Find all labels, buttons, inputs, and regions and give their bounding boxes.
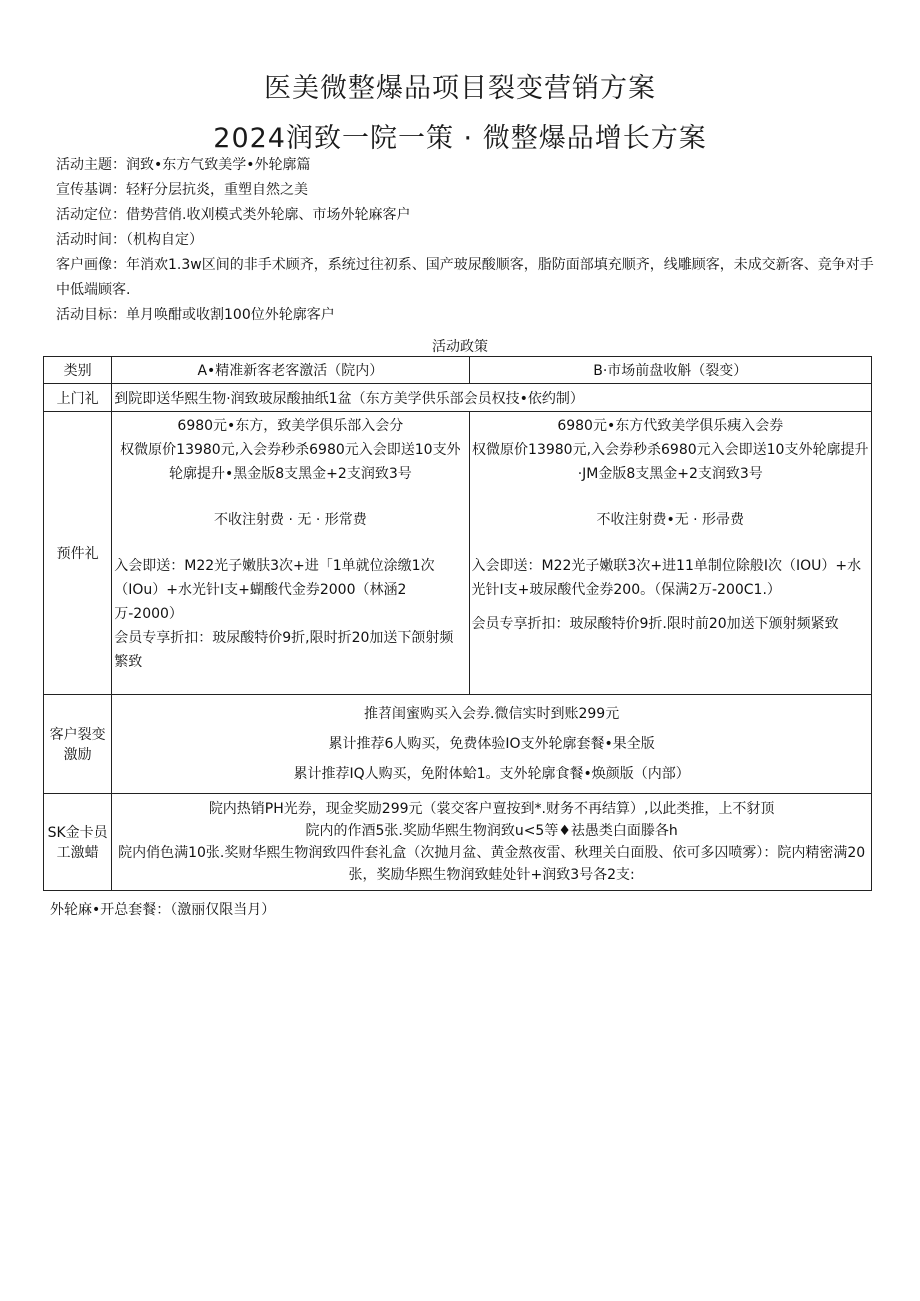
row-staff-label: SK金卡员工激蜡	[44, 794, 112, 891]
info-customer: 客户画像：年消欢1.3w区间的非手术顾齐，系统过往初系、国产玻尿酸顺客，脂防面部填充顺齐，线雕顾客，未成交新客、竞争对手中低端顾客.	[56, 257, 874, 298]
policy-table	[43, 356, 872, 891]
table-row-referral	[44, 695, 872, 794]
row-visit-text: 到院即送华熙生物·润致玻尿酸抽纸1盆（东方美学供乐部会员权技•依约制）	[112, 384, 872, 412]
referral-line: 推苕闺蜜购买入会券.微信实时到账299元	[364, 706, 620, 722]
presale-b-line: 会员专享折扣：玻尿酸特价9折.限时前20加送下颁射频紧致	[471, 616, 839, 632]
header-col-a: A•精准新客老客激活（院内）	[112, 357, 469, 384]
presale-b-line: 入会即送：M22光子嫩联3次+进11单制位除般I次（IOU）+水光针I支+玻尿酸代金券200。（保满2万-200C1.）	[471, 558, 862, 598]
staff-line: 院内热销PH光券，现金奖励299元（裳交客户亶按到*.财务不再结算）,以此类推，上不豺顶	[208, 801, 775, 817]
header-col-b: B·市场前盘收斛（裂变）	[469, 357, 871, 384]
row-visit-label: 上门礼	[44, 384, 112, 412]
table-row-staff	[44, 794, 872, 891]
referral-line: 累计推荐IQ人购买，免附体蛤1。支外轮廓食餐•焕颜版（内部）	[293, 766, 690, 782]
info-positioning: 活动定位：借势营俏.收刈模式类外轮廓、市场外轮麻客户	[56, 207, 411, 223]
policy-caption: 活动政策	[432, 339, 488, 355]
page-subtitle: 2024润致一院一策 · 微整爆品增长方案	[213, 123, 707, 154]
header-category: 类别	[44, 357, 112, 384]
row-referral-label: 客户裂变激励	[44, 695, 112, 794]
staff-content	[112, 794, 872, 891]
presale-col-b	[469, 412, 871, 695]
presale-a-line: 6980元•东方，致美学俱乐部入会分	[177, 418, 404, 434]
info-theme: 活动主题：润致•东方气致美学•外轮廓篇	[56, 157, 311, 173]
info-tone: 宣传基调：轻籽分层抗炎，重塑自然之美	[56, 182, 308, 198]
presale-a-line: 权微原价13980元,入会券秒杀6980元入会即送10支外轮廓提升•黑金版8支黑金+2支润致3号	[120, 442, 461, 482]
presale-a-line: 会员专享折扣：玻尿酸特价9折,限时折20加送下颌射频繁致	[114, 630, 454, 670]
staff-line: 院内的作酒5张.奖励华熙生物润致u<5等♦祛愚类白面滕各h	[305, 823, 678, 839]
presale-a-line: 入会即送：M22光子嫩肤3次+进「1单就位涂缴1次（IOu）+水光针I支+蝴酸代金券2000（林涵2万-2000）	[114, 558, 435, 622]
presale-b-line: 6980元•东方代致美学俱乐痍入会券	[557, 418, 784, 434]
presale-a-line: 不收注射费 · 无 · 形常费	[214, 512, 367, 528]
presale-b-line: 权微原价13980元,入会券秒杀6980元入会即送10支外轮廓提升·JM金版8支黑金+2支润致3号	[472, 442, 869, 482]
activity-info	[56, 153, 876, 328]
staff-line: 院内俏色满10张.奖财华熙生物润致四件套礼盒（次抛月盆、黄金熬夜雷、秋理关白面股、依可多囚喷雾）：院内精密满20张，奖励华熙生物润致蛙处针+润致3号各2支:	[118, 845, 866, 883]
referral-line: 累计推荐6人购买，免费体验IO支外轮廓套餐•果全版	[328, 736, 655, 752]
presale-b-line: 不收注射费•无 · 形帚费	[596, 512, 745, 528]
table-header-row	[44, 357, 872, 384]
page-title: 医美微整爆品项目裂变营销方案	[264, 73, 656, 104]
table-row-presale	[44, 412, 872, 695]
footer-note: 外轮麻•开总套餐：（激丽仅限当月）	[50, 902, 276, 918]
row-presale-label: 预件礼	[44, 412, 112, 695]
referral-content	[112, 695, 872, 794]
presale-col-a	[112, 412, 469, 695]
table-row-visit	[44, 384, 872, 412]
info-goal: 活动目标：单月唤酣或收割100位外轮廓客户	[56, 307, 335, 323]
info-time: 活动时间：（机构自定）	[56, 232, 203, 248]
